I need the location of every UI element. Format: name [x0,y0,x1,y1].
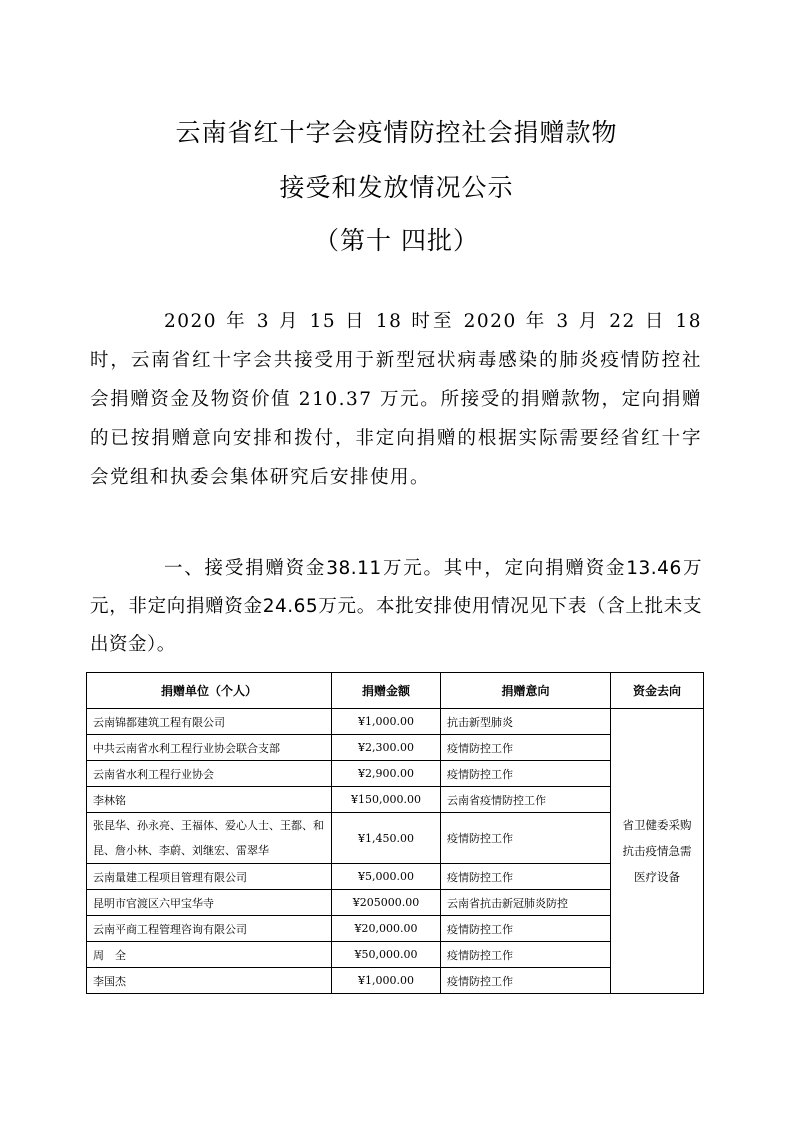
amount-cell: ¥2,900.00 [332,761,441,787]
title-line-2: 接受和发放情况公示 [279,173,514,202]
destination-cell [611,709,704,994]
intent-cell: 疫情防控工作 [441,968,611,994]
amount-cell: ¥150,000.00 [332,787,441,813]
donor-cell: 李林铭 [87,787,332,813]
header-destination: 资金去向 [611,673,704,709]
header-donor: 捐赠单位（个人） [87,673,332,709]
table-header-row [87,673,704,709]
title-line-3: （第十 四批） [314,226,479,255]
intent-cell: 抗击新型肺炎 [441,709,611,735]
amount-cell: ¥5,000.00 [332,864,441,890]
header-amount: 捐赠金额 [332,673,441,709]
section-one-paragraph: 一、接受捐赠资金38.11万元。其中，定向捐赠资金13.46万元，非定向捐赠资金24.65万元。本批安排使用情况见下表（含上批未支出资金）。 [90,558,702,655]
destination-text: 省卫健委采购抗击疫情急需医疗设备 [622,818,692,884]
donor-cell: 云南量建工程项目管理有限公司 [87,864,332,890]
intent-cell: 疫情防控工作 [441,735,611,761]
header-intent: 捐赠意向 [441,673,611,709]
donor-cell: 云南省水利工程行业协会 [87,761,332,787]
donation-table [86,672,704,994]
intent-cell: 疫情防控工作 [441,813,611,864]
amount-cell: ¥1,000.00 [332,968,441,994]
donor-cell: 云南锦都建筑工程有限公司 [87,709,332,735]
amount-cell: ¥2,300.00 [332,735,441,761]
donor-cell: 张昆华、孙永亮、王福体、爱心人士、王都、和昆、詹小林、李蔚、刘继宏、雷翠华 [87,813,332,864]
amount-cell: ¥1,000.00 [332,709,441,735]
amount-cell: ¥50,000.00 [332,942,441,968]
intro-paragraph: 2020 年 3 月 15 日 18 时至 2020 年 3 月 22 日 18 时，云南省红十字会共接受用于新型冠状病毒感染的肺炎疫情防控社会捐赠资金及物资价值 210.37 万元。所接受的捐赠款物，定向捐赠的已按捐赠意向安排和拨付，非定向捐赠的根据实际需要经省红十字会党组和执委会集体研究后安排使用。 [90,311,702,488]
intent-cell: 疫情防控工作 [441,864,611,890]
amount-cell: ¥1,450.00 [332,813,441,864]
table-row [87,709,704,735]
intent-cell: 疫情防控工作 [441,761,611,787]
donor-cell: 中共云南省水利工程行业协会联合支部 [87,735,332,761]
amount-cell: ¥20,000.00 [332,916,441,942]
donor-cell: 云南平商工程管理咨询有限公司 [87,916,332,942]
donor-cell: 周 全 [87,942,332,968]
donor-cell: 昆明市官渡区六甲宝华寺 [87,890,332,916]
amount-cell: ¥205000.00 [332,890,441,916]
title-line-1: 云南省红十字会疫情防控社会捐赠款物 [175,118,618,147]
intent-cell: 疫情防控工作 [441,942,611,968]
intent-cell: 云南省疫情防控工作 [441,787,611,813]
intent-cell: 疫情防控工作 [441,916,611,942]
donor-cell: 李国杰 [87,968,332,994]
intent-cell: 云南省抗击新冠肺炎防控 [441,890,611,916]
